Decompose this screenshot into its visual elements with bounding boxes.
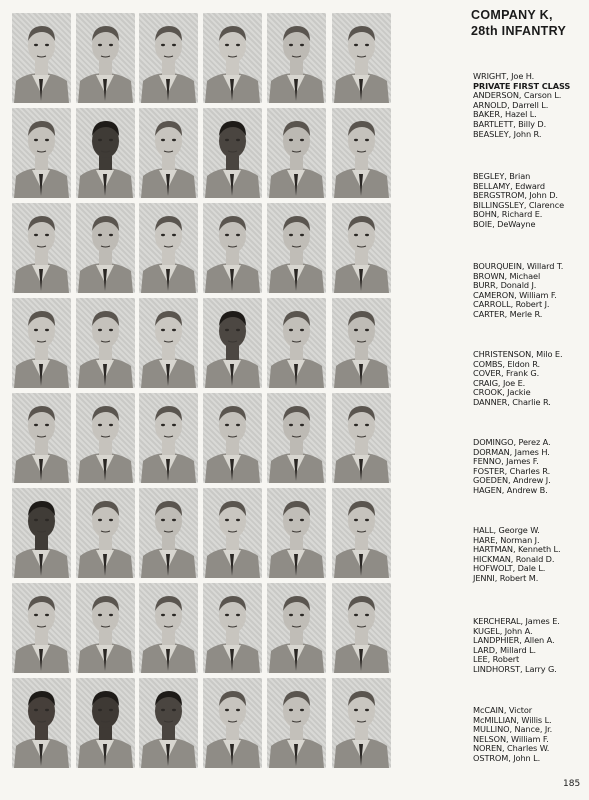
name-entry: BURR, Donald J. (473, 280, 537, 291)
portrait-photo (267, 488, 326, 578)
portrait-photo (203, 488, 262, 578)
name-entry: CROOK, Jackie (473, 387, 531, 398)
portrait-photo (139, 298, 198, 388)
portrait-photo (203, 583, 262, 673)
name-entry: GOEDEN, Andrew J. (473, 475, 551, 486)
name-entry: BERGSTROM, John D. (473, 190, 558, 201)
portrait-photo (267, 393, 326, 483)
name-entry: BARTLETT, Billy D. (473, 118, 547, 129)
portrait-photo (76, 298, 135, 388)
portrait-row (12, 580, 398, 675)
portrait-photo (12, 13, 71, 103)
portrait-photo (76, 393, 135, 483)
portrait-row (12, 10, 398, 105)
portrait-photo (76, 203, 135, 293)
portrait-grid (12, 10, 398, 770)
portrait-photo (139, 108, 198, 198)
name-entry: KUGEL, John A. (473, 625, 533, 636)
portrait-photo (203, 298, 262, 388)
name-entry: WRIGHT, Joe H. (473, 71, 535, 81)
portrait-photo (332, 583, 391, 673)
portrait-photo (139, 488, 198, 578)
name-entry: BROWN, Michael (473, 270, 541, 281)
portrait-photo (332, 488, 391, 578)
portrait-row (12, 485, 398, 580)
name-entry: McMILLIAN, Willis L. (473, 714, 552, 725)
portrait-photo (12, 393, 71, 483)
name-entry: ARNOLD, Darrell L. (473, 99, 549, 110)
portrait-photo (12, 298, 71, 388)
portrait-photo (203, 393, 262, 483)
name-entry: DORMAN, James H. (473, 446, 550, 457)
portrait-photo (139, 203, 198, 293)
name-entry: LEE, Robert (473, 654, 520, 665)
name-entry: CARROLL, Robert J. (473, 299, 550, 310)
name-entry: KERCHERAL, James E. (473, 616, 560, 626)
portrait-photo (139, 393, 198, 483)
name-entry: BELLAMY, Edward (473, 180, 545, 191)
name-group (473, 350, 585, 408)
name-entry: BEGLEY, Brian (473, 171, 531, 181)
name-entry: HARTMAN, Kenneth L. (473, 544, 561, 555)
portrait-photo (267, 203, 326, 293)
name-entry: ANDERSON, Carson L. (473, 90, 562, 101)
portrait-photo (12, 108, 71, 198)
portrait-row (12, 105, 398, 200)
portrait-photo (332, 393, 391, 483)
name-entry: BAKER, Hazel L. (473, 109, 537, 120)
name-entry: NOREN, Charles W. (473, 743, 550, 754)
name-entry: DOMINGO, Perez A. (473, 437, 551, 447)
portrait-photo (76, 108, 135, 198)
portrait-photo (203, 13, 262, 103)
name-entry: HOFWOLT, Dale L. (473, 563, 546, 574)
portrait-photo (12, 203, 71, 293)
page-title-regiment: 28th INFANTRY (471, 24, 567, 38)
name-entry: CRAIG, Joe E. (473, 377, 526, 388)
rank-heading: PRIVATE FIRST CLASS (473, 80, 571, 91)
portrait-photo (267, 678, 326, 768)
portrait-photo (139, 678, 198, 768)
name-group (473, 706, 585, 764)
name-entry: HICKMAN, Ronald D. (473, 553, 555, 564)
portrait-photo (332, 108, 391, 198)
name-entry: LARD, Millard L. (473, 644, 537, 655)
portrait-photo (76, 678, 135, 768)
name-entry: LINDHORST, Larry G. (473, 663, 557, 674)
portrait-photo (332, 678, 391, 768)
name-entry: NELSON, William F. (473, 733, 549, 744)
name-entry: MULLINO, Nance, Jr. (473, 724, 553, 735)
name-entry: BILLINGSLEY, Clarence (473, 199, 565, 210)
name-entry: COMBS, Eldon R. (473, 358, 541, 369)
name-group (473, 526, 585, 584)
portrait-photo (76, 488, 135, 578)
name-entry: CARTER, Merle R. (473, 308, 543, 319)
name-entry: JENNI, Robert M. (473, 572, 539, 583)
portrait-photo (267, 583, 326, 673)
name-entry: HALL, George W. (473, 525, 540, 535)
name-entry: CAMERON, William F. (473, 289, 557, 300)
name-entry: COVER, Frank G. (473, 368, 540, 379)
portrait-photo (203, 108, 262, 198)
portrait-photo (139, 13, 198, 103)
name-group (473, 72, 585, 139)
portrait-photo (267, 108, 326, 198)
name-entry: BOHN, Richard E. (473, 209, 543, 220)
name-entry: McCAIN, Victor (473, 705, 533, 715)
name-entry: OSTROM, John L. (473, 752, 541, 763)
name-entry: HAGEN, Andrew B. (473, 484, 548, 495)
portrait-photo (267, 298, 326, 388)
name-group (473, 262, 585, 320)
portrait-row (12, 675, 398, 770)
name-entry: FENNO, James F. (473, 456, 539, 467)
portrait-row (12, 295, 398, 390)
name-entry: DANNER, Charlie R. (473, 396, 551, 407)
portrait-photo (332, 203, 391, 293)
portrait-photo (12, 678, 71, 768)
name-entry: BOURQUEIN, Willard T. (473, 261, 564, 271)
name-group (473, 438, 585, 496)
portrait-row (12, 390, 398, 485)
portrait-row (12, 200, 398, 295)
name-entry: CHRISTENSON, Milo E. (473, 349, 563, 359)
name-entry: HARE, Norman J. (473, 534, 540, 545)
name-entry: BOIE, DeWayne (473, 218, 536, 229)
name-entry: BEASLEY, John R. (473, 128, 542, 139)
name-entry: LANDPHIER, Allen A. (473, 635, 555, 646)
portrait-photo (12, 583, 71, 673)
portrait-photo (12, 488, 71, 578)
portrait-photo (332, 298, 391, 388)
page-number: 185 (563, 779, 581, 789)
portrait-photo (76, 13, 135, 103)
portrait-photo (267, 13, 326, 103)
portrait-photo (139, 583, 198, 673)
name-group (473, 172, 585, 230)
portrait-photo (203, 678, 262, 768)
page-title-company: COMPANY K, (471, 8, 553, 22)
name-entry: FOSTER, Charles R. (473, 465, 551, 476)
portrait-photo (203, 203, 262, 293)
portrait-photo (332, 13, 391, 103)
name-group (473, 617, 585, 675)
portrait-photo (76, 583, 135, 673)
